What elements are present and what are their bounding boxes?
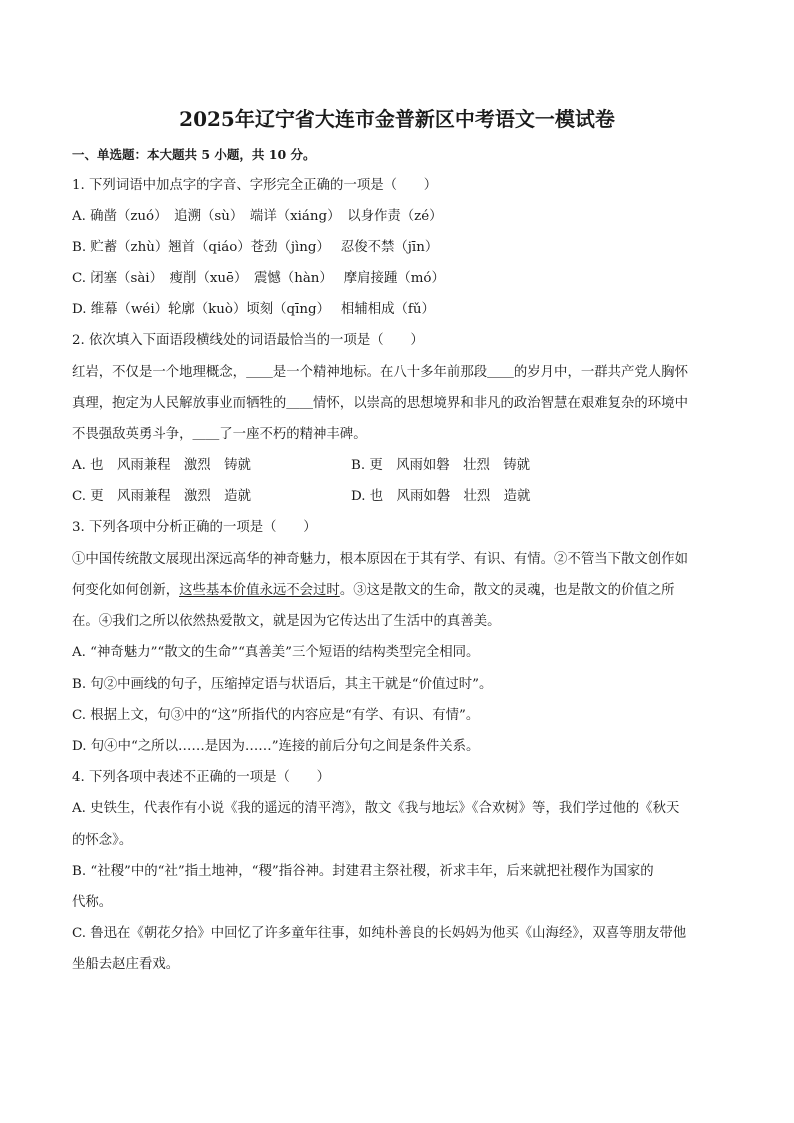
question-4-option-b-line-1: B. “社稷”中的“社”指土地神，“稷”指谷神。封建君主祭社稷，祈求丰年，后来就把社稷作为国家的: [72, 864, 654, 879]
passage-text: 。③这是散文的生命，散文的灵魂，也是散文的价值之所: [339, 583, 675, 598]
question-1-option-c: C. 闭塞（sài） 瘦削（xuē） 震憾（hàn） 摩肩接踵（mó）: [72, 271, 445, 286]
passage-text: 何变化如何创新，: [72, 583, 180, 598]
page-title: 2025年辽宁省大连市金普新区中考语文一模试卷: [179, 107, 615, 131]
question-1-option-d: D. 维幕（wéi）轮廓（kuò）顷刻（qīng） 相辅相成（fǔ）: [72, 302, 435, 317]
question-3-passage-line-1: ①中国传统散文展现出深远高华的神奇魅力，根本原因在于其有学、有识、有情。②不管当下散文创作如: [72, 552, 688, 567]
question-3-option-b: B. 句②中画线的句子，压缩掉定语与状语后，其主干就是“价值过时”。: [72, 677, 493, 692]
question-3-option-a: A. “神奇魅力”“散文的生命”“真善美”三个短语的结构类型完全相同。: [72, 645, 480, 660]
question-4-option-a-line-1: A. 史铁生，代表作有小说《我的遥远的清平湾》，散文《我与地坛》《合欢树》等，我们学过他的《秋天: [72, 801, 680, 816]
question-4-option-c-line-2: 坐船去赵庄看戏。: [72, 957, 180, 972]
question-4-option-c-line-1: C. 鲁迅在《朝花夕拾》中回忆了许多童年往事，如纯朴善良的长妈妈为他买《山海经》，双喜等朋友带他: [72, 926, 687, 941]
question-4-stem: 4. 下列各项中表述不正确的一项是（ ）: [72, 770, 331, 785]
question-2-option-b: B. 更 风雨如磐 壮烈 铸就: [351, 458, 531, 473]
question-3-passage-line-2: [72, 582, 732, 600]
question-1-option-a: A. 确凿（zuó） 追溯（sù） 端详（xiáng） 以身作责（zé）: [72, 209, 443, 224]
question-3-option-c: C. 根据上文，句③中的“这”所指代的内容应是“有学、有识、有情”。: [72, 708, 480, 723]
question-2-passage-line-3: 不畏强敌英勇斗争，＿＿了一座不朽的精神丰碑。: [72, 427, 367, 442]
question-1-option-b: B. 贮蓄（zhù）翘首（qiáo）苍劲（jìng） 忍俊不禁（jīn）: [72, 240, 439, 255]
question-4-option-b-line-2: 代称。: [72, 895, 113, 910]
question-2-option-c: C. 更 风雨兼程 激烈 造就: [72, 489, 251, 504]
question-4-option-a-line-2: 的怀念》。: [72, 833, 133, 848]
question-2-option-a: A. 也 风雨兼程 激烈 铸就: [72, 458, 251, 473]
question-3-option-d: D. 句④中“之所以……是因为……”连接的前后分句之间是条件关系。: [72, 739, 480, 754]
underlined-sentence: 这些基本价值永远不会过时: [179, 583, 340, 598]
question-3-stem: 3. 下列各项中分析正确的一项是（ ）: [72, 520, 317, 535]
question-2-stem: 2. 依次填入下面语段横线处的词语最恰当的一项是（ ）: [72, 333, 424, 348]
question-2-passage-line-1: 红岩，不仅是一个地理概念，＿＿是一个精神地标。在八十多年前那段＿＿的岁月中，一群共产党人胸怀: [72, 365, 688, 380]
question-2-passage-line-2: 真理，抱定为人民解放事业而牺牲的＿＿情怀，以崇高的思想境界和非凡的政治智慧在艰难复杂的环境中: [72, 396, 688, 411]
question-3-passage-line-3: 在。④我们之所以依然热爱散文，就是因为它传达出了生活中的真善美。: [72, 614, 501, 629]
question-2-option-d: D. 也 风雨如磐 壮烈 造就: [351, 489, 531, 504]
section-heading: 一、单选题：本大题共 5 小题，共 10 分。: [72, 147, 316, 162]
question-1-stem: 1. 下列词语中加点字的字音、字形完全正确的一项是（ ）: [72, 178, 438, 193]
